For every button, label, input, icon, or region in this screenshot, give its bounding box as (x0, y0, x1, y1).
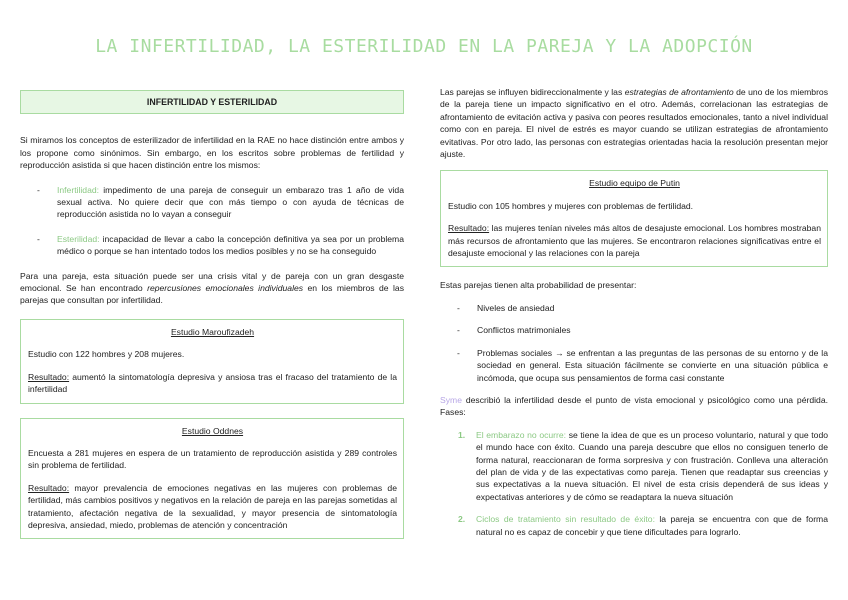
risk-text: Conflictos matrimoniales (477, 325, 571, 336)
dash-bullet: - (457, 347, 460, 358)
dash-bullet: - (37, 233, 40, 244)
result-label: Resultado: (28, 482, 70, 493)
page-title: LA INFERTILIDAD, LA ESTERILIDAD EN LA PAREJA Y LA ADOPCIÓN (95, 36, 753, 57)
study-title: Estudio Maroufizadeh (170, 326, 255, 337)
list-item (440, 513, 828, 538)
phase-text: la pareja se encuentra con que de forma natural no es capaz de concebir y que tiene dificultades para lograrlo. (476, 514, 828, 537)
study-result (28, 482, 397, 532)
crisis-text-end: en los miembros de las parejas que consultan por infertilidad. (20, 283, 404, 306)
right-column (440, 86, 828, 538)
coping-paragraph (440, 86, 828, 160)
study-title: Estudio Oddnes (181, 425, 244, 436)
study-box-oddnes (20, 418, 404, 540)
list-item (20, 184, 404, 221)
study-body: Estudio con 122 hombres y 208 mujeres. (28, 349, 185, 360)
study-result (448, 222, 821, 259)
study-box-maroufizadeh (20, 319, 404, 404)
list-item (440, 302, 828, 314)
result-label: Resultado: (448, 223, 490, 234)
definitions-list (20, 184, 404, 258)
result-text: mayor prevalencia de emociones negativas en las mujeres con problemas de fertilidad, más cambios positivos y negativos en la relación de pareja en las parejas sometidas al tratamiento, afectación negativa de la sexualidad, y mayor presencia de sintomatología depresiva, ansiedad, miedo, problemas de atención y concentración (28, 482, 397, 530)
crisis-text: Para una pareja, esta situación puede ser una crisis vital y de pareja con un gran desgaste emocional. Se han encontrado (20, 270, 404, 294)
definition-text: impedimento de una pareja de conseguir un embarazo tras 1 año de vida sexual activa. No quiere decir que con más tiempo o con ayuda de técnicas de reproducción asistida no lo vayan a conseguir (57, 184, 404, 220)
section-header: INFERTILIDAD Y ESTERILIDAD (20, 90, 404, 114)
risk-list (440, 302, 828, 384)
dash-bullet: - (457, 302, 460, 313)
coping-text: Las parejas se influyen bidireccionalmente y las (440, 87, 625, 97)
intro-paragraph: Si miramos los conceptos de esterilizador de infertilidad en la RAE no hace distinción entre ambos y los propone como sinónimos. Sin embargo, en los escritos sobre problemas de fertilidad y reproducción asistida si que hacen distinción entre los mismos: (20, 135, 404, 171)
result-text: las mujeres tenían niveles más altos de desajuste emocional. Los hombres mostraban más recursos de afrontamiento que las mujeres. Se encontraron relaciones significativas entre el desajuste emocional y las relaciones con la pareja (448, 223, 821, 259)
term-esterilidad: Esterilidad: (57, 233, 100, 244)
risk-text: Problemas sociales → se enfrentan a las preguntas de las personas de su entorno y de la sociedad en general. Esta situación fácilmente se convierte en una situación pública e incómoda, que ocupa sus pensamientos de forma casi constante (477, 347, 828, 383)
list-item (440, 347, 828, 384)
result-label: Resultado: (28, 371, 70, 382)
study-body: Estudio con 105 hombres y mujeres con problemas de fertilidad. (448, 200, 694, 211)
phase-number: 2. (458, 514, 466, 525)
list-item (440, 429, 828, 503)
crisis-paragraph (20, 270, 404, 307)
coping-text-end: de uno de los miembros de la pareja tiene un impacto significativo en el otro. Además, correlacionan las estrategias de afrontamiento de evitación activa y pasiva con peores resultados emocionales, tanto a nivel individual como con en pareja. El nivel de estrés es mayor cuando se utilizan estrategias de afrontamiento evitativas. Por otro lado, las personas con estrategias orientadas hacia la resolución presentan mejor ajuste. (440, 87, 829, 160)
phase-title: Ciclos de tratamiento sin resultado de éxito: (476, 514, 655, 525)
left-column (20, 90, 404, 539)
list-item (20, 233, 404, 258)
dash-bullet: - (37, 184, 40, 195)
definition-text: incapacidad de llevar a cabo la concepción definitiva ya sea por un problema médico o porque se han intentado todos los medios posibles y no se ha conseguido (57, 233, 404, 257)
phase-text: se tiene la idea de que es un proceso voluntario, natural y que todo el mundo hace con éxito. Cuando una pareja descubre que ellos no consiguen tenerlo de forma natural, reaccionaran de forma sorpresiva y con frustración. Conlleva una alteración del plan de vida y de las expectativas como pareja. Tienen que readaptar sus creencias y sus expectativas a la nueva situación. El nivel de esta crisis dependerá de sus ideas y expectativas anteriores y de cómo se readaptara la nueva situación (476, 429, 829, 502)
term-infertilidad: Infertilidad: (57, 184, 100, 195)
syme-paragraph (440, 394, 828, 419)
result-text: aumentó la sintomatología depresiva y ansiosa tras el fracaso del tratamiento de la infertilidad (28, 371, 397, 395)
coping-emphasis: estrategias de afrontamiento (624, 87, 734, 97)
phase-title: El embarazo no ocurre: (476, 429, 567, 440)
syme-name: Syme (440, 394, 462, 405)
phases-list (440, 429, 828, 538)
crisis-emphasis: repercusiones emocionales individuales (147, 283, 304, 294)
study-title: Estudio equipo de Putin (589, 178, 680, 189)
phase-number: 1. (458, 429, 466, 440)
list-item (440, 324, 828, 336)
syme-text: describió la infertilidad desde el punto de vista emocional y psicológico como una pérdida. Fases: (440, 394, 828, 418)
study-box-putin (440, 170, 828, 267)
dash-bullet: - (457, 325, 460, 336)
risk-intro: Estas parejas tienen alta probabilidad de presentar: (440, 280, 637, 291)
study-result (28, 371, 397, 396)
study-body: Encuesta a 281 mujeres en espera de un tratamiento de reproducción asistida y 289 controles sin problema de fertilidad. (28, 447, 397, 471)
risk-text: Niveles de ansiedad (477, 302, 555, 313)
